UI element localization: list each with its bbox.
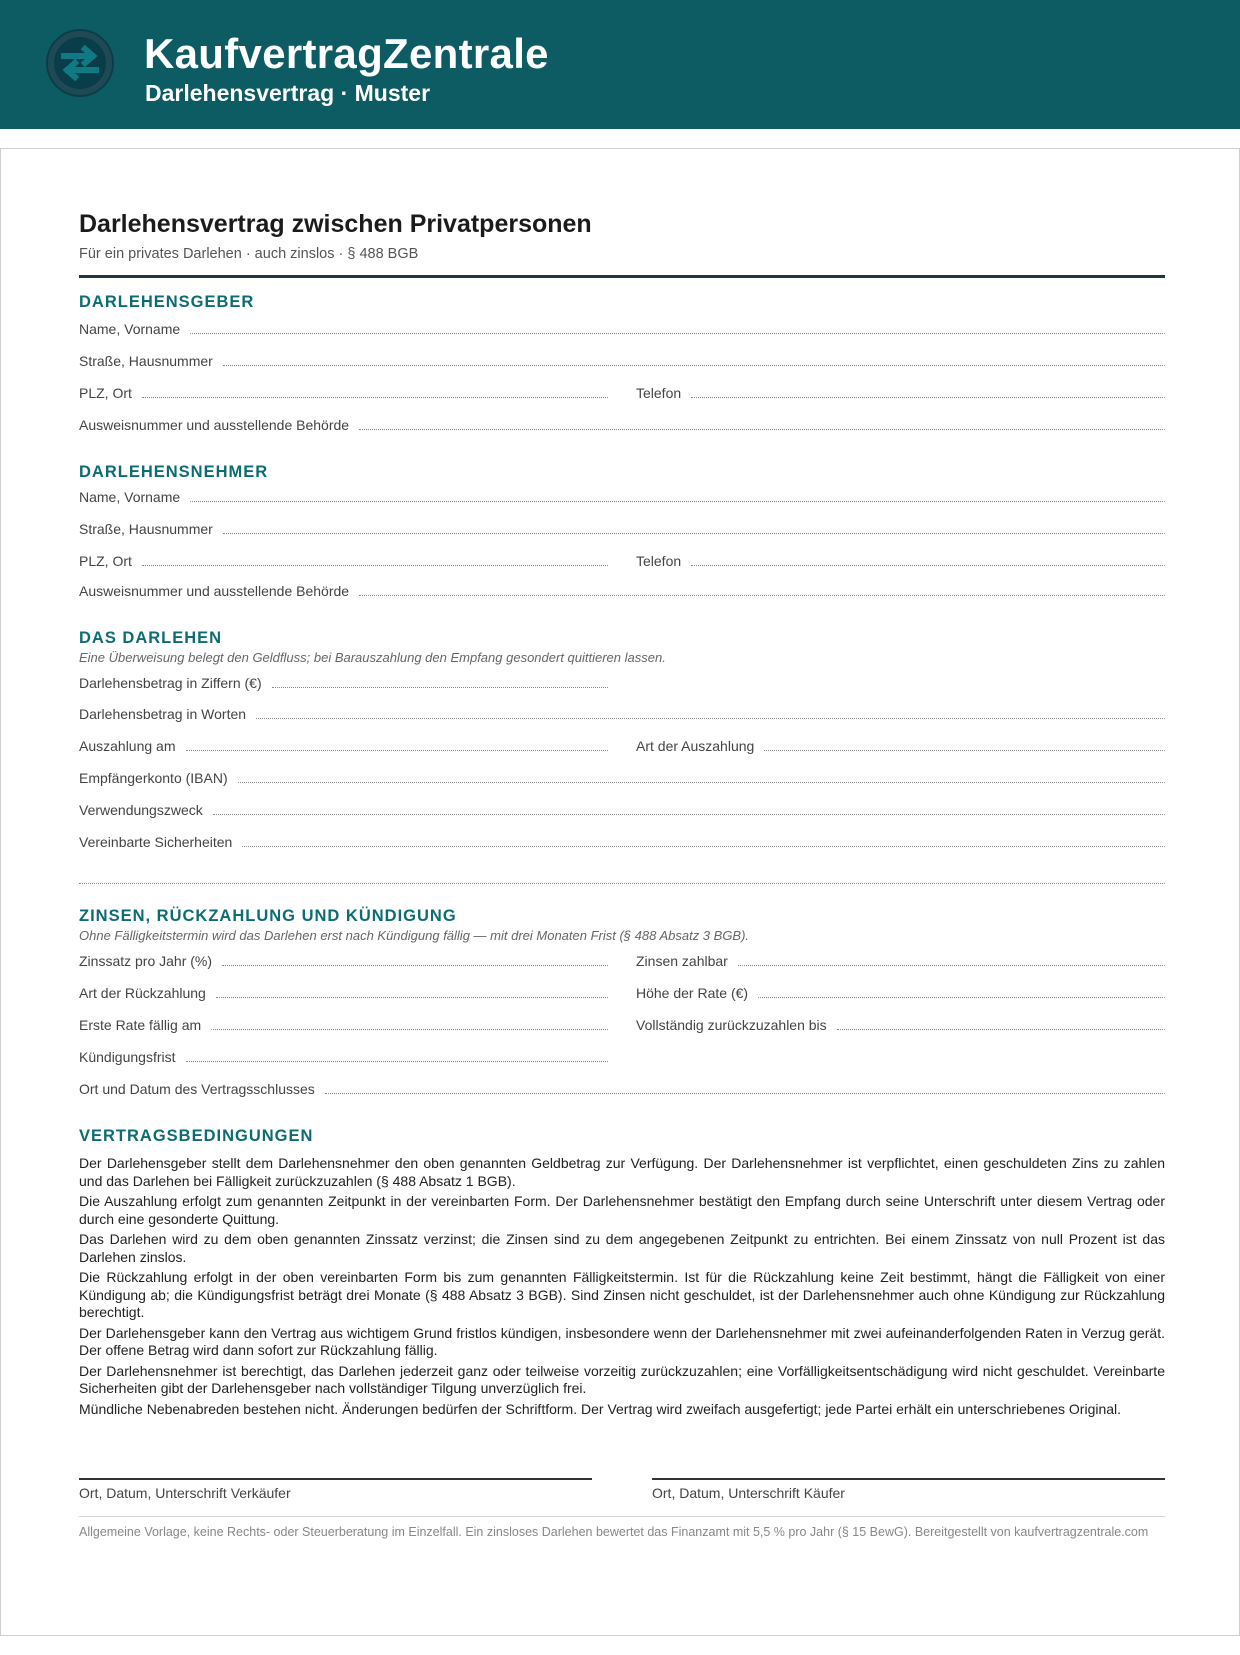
exchange-arrows-icon (46, 29, 114, 97)
footer-divider (79, 1516, 1165, 1517)
interest-note: Ohne Fälligkeitstermin wird das Darlehen erst nach Kündigung fällig — mit drei Monaten Frist (§ 488 Absatz 3 BGB). (79, 928, 750, 943)
fill-line (764, 750, 1165, 751)
brand-subtitle: Darlehensvertrag · Muster (145, 80, 431, 106)
title-divider (79, 275, 1165, 278)
header-banner (0, 0, 1240, 129)
field-label: Zinsen zahlbar (636, 953, 728, 969)
borrower-id-field[interactable] (79, 582, 1165, 602)
fill-line (272, 687, 608, 688)
loan-amount-words-field[interactable] (79, 705, 1165, 725)
fill-line (256, 718, 1165, 719)
section-interest-heading: ZINSEN, RÜCKZAHLUNG UND KÜNDIGUNG (79, 907, 457, 925)
document-subtitle: Für ein privates Darlehen · auch zinslos · § 488 BGB (79, 246, 419, 262)
field-label: Art der Rückzahlung (79, 985, 206, 1001)
footer-note: Allgemeine Vorlage, keine Rechts- oder Steuerberatung im Einzelfall. Ein zinsloses Darlehen bewertet das Finanzamt mit 5,5 % pro Jahr (§ 15 BewG). Bereitgestellt von kaufvertragzentrale.com (79, 1525, 1149, 1539)
field-label: Vollständig zurückzuzahlen bis (636, 1017, 827, 1033)
signature-line (79, 1478, 592, 1480)
field-label: Straße, Hausnummer (79, 353, 213, 369)
field-label: Ort und Datum des Vertragsschlusses (79, 1081, 315, 1097)
field-label: Ausweisnummer und ausstellende Behörde (79, 583, 350, 599)
full-repayment-field[interactable] (636, 1016, 1165, 1036)
fill-line (186, 1061, 608, 1062)
fill-line (142, 397, 608, 398)
document-sheet (0, 148, 1240, 1636)
borrower-name-field[interactable] (79, 488, 1165, 508)
lender-phone-field[interactable] (636, 384, 1165, 404)
fill-line (325, 1093, 1165, 1094)
borrower-city-field[interactable] (79, 552, 608, 572)
field-label: Telefon (636, 553, 682, 569)
brand-title: KaufvertragZentrale (144, 30, 549, 77)
contract-place-date-field[interactable] (79, 1080, 1165, 1100)
lender-name-field[interactable] (79, 320, 1165, 340)
field-label: Darlehensbetrag in Worten (79, 706, 247, 722)
field-label: Straße, Hausnummer (79, 521, 213, 537)
fill-line (190, 501, 1165, 502)
fill-line (359, 595, 1165, 596)
securities-extra-line[interactable] (79, 883, 1165, 884)
signature-buyer[interactable] (652, 1478, 1165, 1502)
fill-line (216, 997, 608, 998)
lender-city-field[interactable] (79, 384, 608, 404)
field-label: Verwendungszweck (79, 802, 203, 818)
fill-line (211, 1029, 608, 1030)
fill-line (213, 814, 1165, 815)
fill-line (691, 397, 1165, 398)
section-terms-heading: VERTRAGSBEDINGUNGEN (79, 1127, 314, 1145)
fill-line (691, 565, 1165, 566)
loan-note: Eine Überweisung belegt den Geldfluss; bei Barauszahlung den Empfang gesondert quittieren lassen. (79, 650, 666, 665)
terms-paragraph: Der Darlehensgeber stellt dem Darlehensnehmer den oben genannten Geldbetrag zur Verfügung. Der Darlehensnehmer ist verpflichtet, einen geschuldeten Zins zu zahlen und das Darlehen bei Fälligkeit zurückzuzahlen (§ 488 Absatz 1 BGB). (79, 1155, 1165, 1189)
loan-amount-digits-field[interactable] (79, 674, 608, 694)
fill-line (359, 429, 1165, 430)
field-label: Telefon (636, 385, 682, 401)
field-label: Darlehensbetrag in Ziffern (€) (79, 675, 262, 691)
terms-paragraph: Mündliche Nebenabreden bestehen nicht. Änderungen bedürfen der Schriftform. Der Vertrag wird zweifach ausgefertigt; jede Partei erhält ein unterschriebenes Original. (79, 1400, 1122, 1417)
field-label: Vereinbarte Sicherheiten (79, 834, 233, 850)
installment-amount-field[interactable] (636, 984, 1165, 1004)
terms-paragraph: Der Darlehensnehmer ist berechtigt, das Darlehen jederzeit ganz oder teilweise vorzeitig zurückzuzahlen; eine Vorfälligkeitsentschädigung wird nicht geschuldet. Vereinbarte Sicherheiten gibt der Darlehensgeber nach vollständiger Tilgung unverzüglich frei. (79, 1362, 1165, 1396)
field-label: Auszahlung am (79, 738, 176, 754)
field-label: Höhe der Rate (€) (636, 985, 749, 1001)
fill-line (238, 782, 1165, 783)
terms-paragraph: Die Auszahlung erfolgt zum genannten Zeitpunkt in der vereinbarten Form. Der Darlehensnehmer bestätigt den Empfang durch seine Unterschrift unter diesem Vertrag oder durch eine gesonderte Quittung. (79, 1193, 1165, 1227)
loan-payout-type-field[interactable] (636, 737, 1165, 757)
fill-line (758, 997, 1165, 998)
field-label: Empfängerkonto (IBAN) (79, 770, 228, 786)
notice-period-field[interactable] (79, 1048, 608, 1068)
borrower-phone-field[interactable] (636, 552, 1165, 572)
loan-iban-field[interactable] (79, 769, 1165, 789)
terms-text (79, 1155, 1165, 1418)
interest-payable-field[interactable] (636, 952, 1165, 972)
section-borrower-heading: DARLEHENSNEHMER (79, 463, 269, 481)
field-label: PLZ, Ort (79, 553, 132, 569)
field-label: Ausweisnummer und ausstellende Behörde (79, 417, 350, 433)
signature-line (652, 1478, 1165, 1480)
section-loan-heading: DAS DARLEHEN (79, 629, 223, 647)
section-lender-heading: DARLEHENSGEBER (79, 293, 255, 311)
lender-street-field[interactable] (79, 352, 1165, 372)
fill-line (223, 365, 1165, 366)
signature-seller[interactable] (79, 1478, 592, 1502)
field-label: Art der Auszahlung (636, 738, 755, 754)
signature-area (79, 1478, 1165, 1502)
loan-purpose-field[interactable] (79, 801, 1165, 821)
loan-securities-field[interactable] (79, 833, 1165, 853)
field-label: Name, Vorname (79, 489, 181, 505)
document-content (79, 209, 1165, 1540)
signature-label: Ort, Datum, Unterschrift Käufer (652, 1485, 845, 1501)
field-label: Name, Vorname (79, 321, 181, 337)
fill-line (222, 965, 608, 966)
first-installment-field[interactable] (79, 1016, 608, 1036)
document-title: Darlehensvertrag zwischen Privatpersonen (79, 210, 592, 238)
terms-paragraph: Der Darlehensgeber kann den Vertrag aus wichtigem Grund fristlos kündigen, insbesondere wenn der Darlehensnehmer mit zwei aufeinanderfolgenden Raten in Verzug gerät. Der offene Betrag wird dann sofort zur Rückzahlung fällig. (79, 1324, 1165, 1358)
field-label: Kündigungsfrist (79, 1049, 176, 1065)
fill-line (142, 565, 608, 566)
terms-paragraph: Das Darlehen wird zu dem oben genannten Zinssatz verzinst; die Zinsen sind zu dem angegebenen Zeitpunkt zu entrichten. Bei einem Zinssatz von null Prozent ist das Darlehen zinslos. (79, 1231, 1165, 1265)
interest-rate-field[interactable] (79, 952, 608, 972)
signature-label: Ort, Datum, Unterschrift Verkäufer (79, 1485, 291, 1501)
lender-id-field[interactable] (79, 416, 1165, 436)
borrower-street-field[interactable] (79, 520, 1165, 540)
field-label: Zinssatz pro Jahr (%) (79, 953, 213, 969)
terms-paragraph: Die Rückzahlung erfolgt in der oben vereinbarten Form bis zum genannten Fälligkeitstermin. Ist für die Rückzahlung keine Zeit bestimmt, hängt die Fälligkeit von einer Kündigung ab; die Kündigungsfrist beträgt drei Monate (§ 488 Absatz 3 BGB). Sind Zinsen nicht geschuldet, ist der Darlehensnehmer auch ohne Kündigung zur Rückzahlung berechtigt. (79, 1269, 1165, 1320)
field-label: Erste Rate fällig am (79, 1017, 202, 1033)
fill-line (190, 333, 1165, 334)
fill-line (223, 533, 1165, 534)
repayment-type-field[interactable] (79, 984, 608, 1004)
loan-payout-date-field[interactable] (79, 737, 608, 757)
field-label: PLZ, Ort (79, 385, 132, 401)
fill-line (837, 1029, 1165, 1030)
fill-line (738, 965, 1165, 966)
fill-line (186, 750, 608, 751)
fill-line (242, 846, 1165, 847)
